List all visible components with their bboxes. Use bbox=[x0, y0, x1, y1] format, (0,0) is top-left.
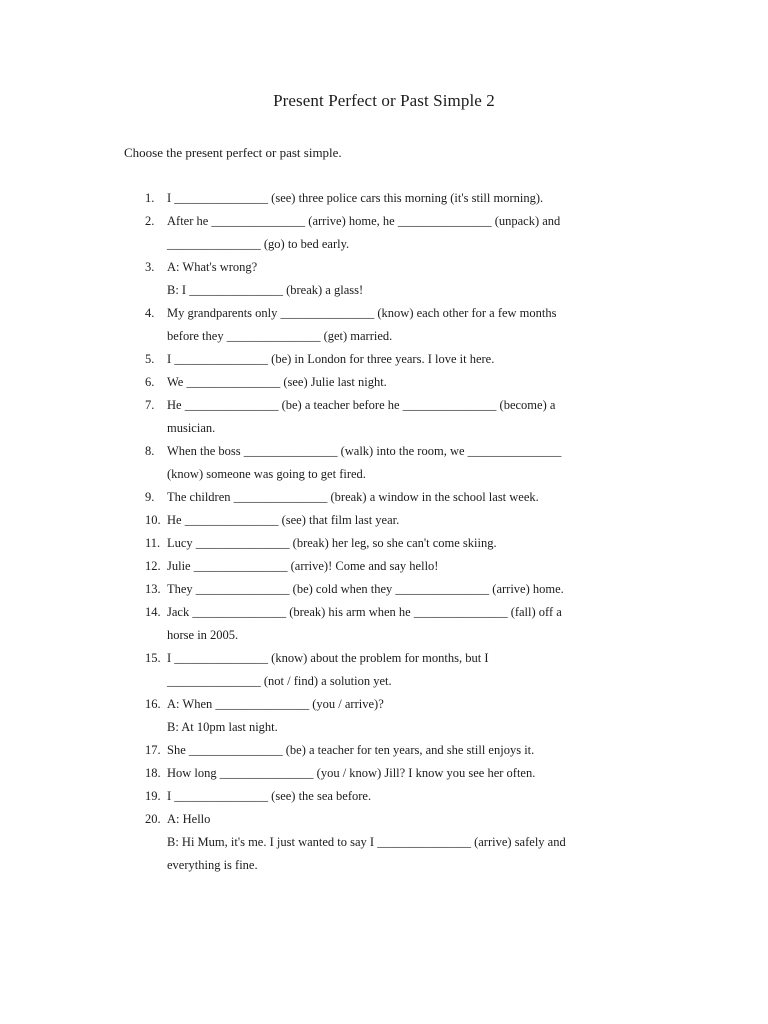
item-text: The children _______________ (break) a window in the school last week. bbox=[167, 490, 539, 504]
item-text: After he _______________ (arrive) home, he _______________ (unpack) and bbox=[167, 214, 561, 228]
item-text: Jack _______________ (break) his arm when he _______________ (fall) off a bbox=[167, 605, 562, 619]
item-number: 3. bbox=[145, 260, 155, 274]
item-number: 19. bbox=[145, 789, 161, 803]
item-number: 9. bbox=[145, 490, 155, 504]
item-text: B: I _______________ (break) a glass! bbox=[167, 283, 364, 297]
item-text: I _______________ (see) three police cars this morning (it's still morning). bbox=[167, 191, 544, 205]
item-text: They _______________ (be) cold when they _______________ (arrive) home. bbox=[167, 582, 564, 596]
item-text: A: Hello bbox=[167, 812, 211, 826]
item-number: 20. bbox=[145, 812, 161, 826]
item-text: I _______________ (know) about the problem for months, but I bbox=[167, 651, 489, 665]
item-text: How long _______________ (you / know) Jill? I know you see her often. bbox=[167, 766, 536, 780]
item-text: B: At 10pm last night. bbox=[167, 720, 278, 734]
item-text: My grandparents only _______________ (know) each other for a few months bbox=[167, 306, 557, 320]
item-number: 8. bbox=[145, 444, 155, 458]
item-text: everything is fine. bbox=[167, 858, 258, 872]
item-number: 2. bbox=[145, 214, 155, 228]
item-number: 11. bbox=[145, 536, 161, 550]
item-text: _______________ (not / find) a solution yet. bbox=[167, 674, 392, 688]
item-text: He _______________ (be) a teacher before he _______________ (become) a bbox=[167, 398, 556, 412]
item-number: 10. bbox=[145, 513, 161, 527]
item-number: 6. bbox=[145, 375, 155, 389]
item-text: When the boss _______________ (walk) into the room, we _______________ bbox=[167, 444, 562, 458]
item-number: 4. bbox=[145, 306, 155, 320]
item-number: 7. bbox=[145, 398, 155, 412]
item-text: (know) someone was going to get fired. bbox=[167, 467, 366, 481]
item-text: B: Hi Mum, it's me. I just wanted to say I _______________ (arrive) safely and bbox=[167, 835, 566, 849]
item-text: _______________ (go) to bed early. bbox=[167, 237, 350, 251]
item-number: 16. bbox=[145, 697, 161, 711]
item-text: Lucy _______________ (break) her leg, so she can't come skiing. bbox=[167, 536, 497, 550]
item-text: musician. bbox=[167, 421, 216, 435]
item-number: 14. bbox=[145, 605, 161, 619]
item-text: I _______________ (see) the sea before. bbox=[167, 789, 372, 803]
page-title: Present Perfect or Past Simple 2 bbox=[273, 91, 495, 110]
item-number: 17. bbox=[145, 743, 161, 757]
item-text: before they _______________ (get) married. bbox=[167, 329, 393, 343]
item-text: A: When _______________ (you / arrive)? bbox=[167, 697, 384, 711]
item-text: I _______________ (be) in London for three years. I love it here. bbox=[167, 352, 495, 366]
item-text: We _______________ (see) Julie last night. bbox=[167, 375, 387, 389]
item-number: 12. bbox=[145, 559, 161, 573]
item-text: Julie _______________ (arrive)! Come and say hello! bbox=[167, 559, 439, 573]
instructions-text: Choose the present perfect or past simple. bbox=[124, 145, 342, 160]
item-text: He _______________ (see) that film last year. bbox=[167, 513, 400, 527]
item-text: She _______________ (be) a teacher for ten years, and she still enjoys it. bbox=[167, 743, 535, 757]
item-number: 5. bbox=[145, 352, 155, 366]
item-number: 13. bbox=[145, 582, 161, 596]
item-number: 15. bbox=[145, 651, 161, 665]
item-text: horse in 2005. bbox=[167, 628, 239, 642]
item-text: A: What's wrong? bbox=[167, 260, 258, 274]
item-number: 18. bbox=[145, 766, 161, 780]
item-number: 1. bbox=[145, 191, 155, 205]
